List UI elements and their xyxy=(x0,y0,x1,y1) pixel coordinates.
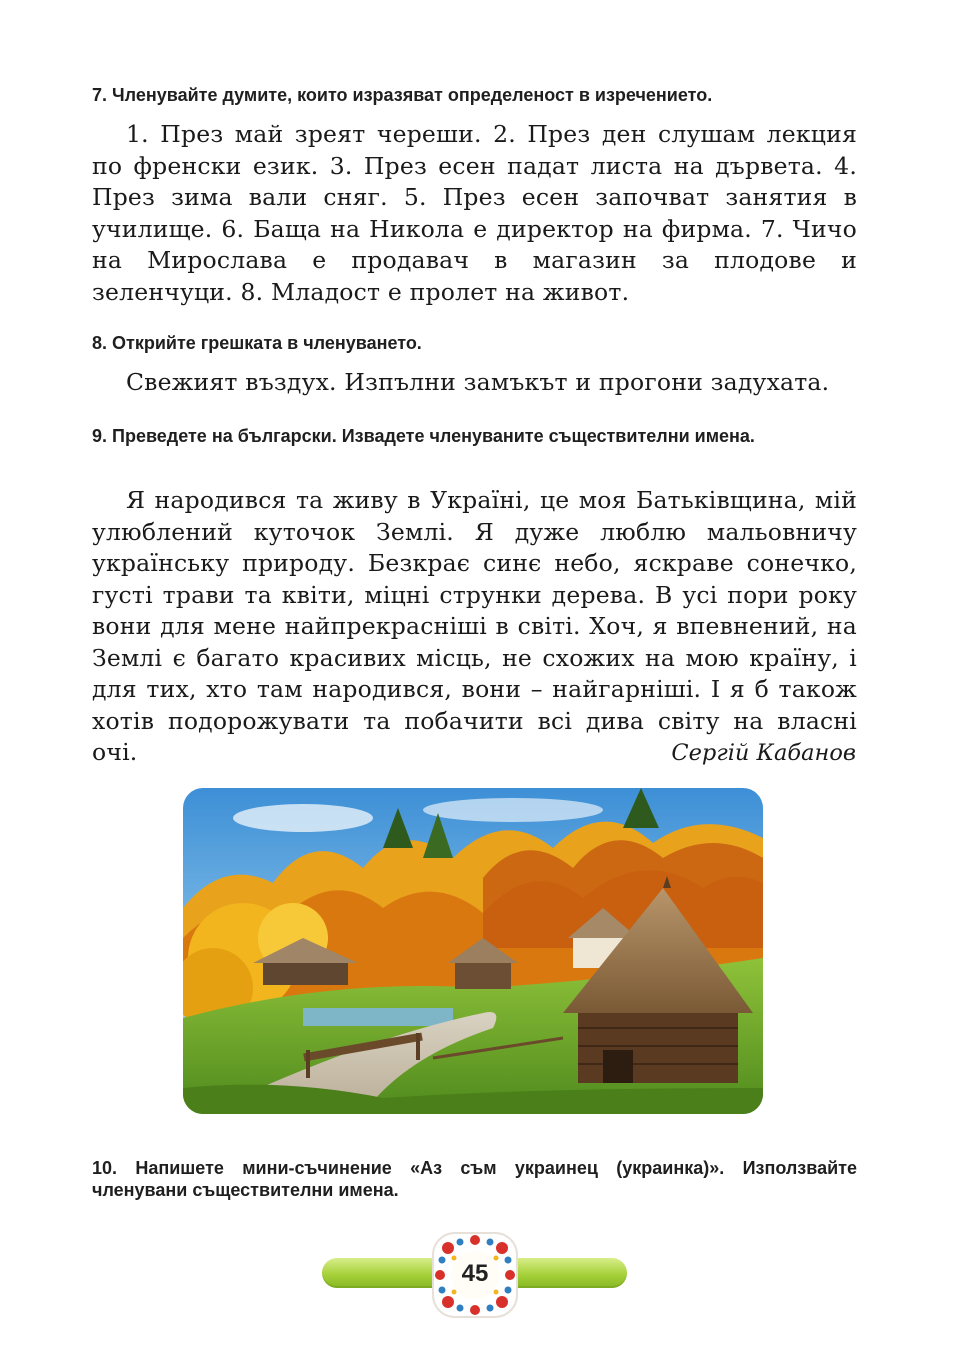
task-10-heading: 10. Напишете мини-съчинение «Аз съм украинец (украинка)». Използвайте членувани съществителни имена. xyxy=(92,1158,857,1200)
task-7-heading: 7. Членувайте думите, които изразяват определеност в изречението. xyxy=(92,85,713,105)
text-author: Сергій Кабанов xyxy=(671,740,856,766)
task-7-sentences: 1. През май зреят череши. 2. През ден слушам лекция по френски език. 3. През есен падат листа на дървета. 4. През зима вали сняг. 5. През есен започват занятия в училище. 6. Баща на Никола е директор на фирма. 7. Чичо на Мирослава е продавач в магазин за плодове и зеленчуци. 8. Младост е пролет на живот. xyxy=(92,120,857,306)
autumn-village-photo xyxy=(183,788,763,1114)
task-9-ukrainian-text: Я народився та живу в Україні, це моя Батьківщина, мій улюблений куточок Землі. Я дуже люблю мальовничу українську природу. Безкрає синє небо, яскраве сонечко, густі трави та квіти, міцні струнки дерева. В усі пори року вони для мене найпрекрасніші в світі. Хоч, я впевнений, на Землі є багато красивих місць, не схожих на мою країну, і для тих, хто там народився, вони – найгарніші. І я б також хотів подорожувати та побачити всі дива світу на власні очі. xyxy=(92,486,857,766)
page-number: 45 xyxy=(461,1260,489,1287)
task-9-heading: 9. Преведете на български. Извадете членуваните съществителни имена. xyxy=(92,426,755,446)
task-8-heading: 8. Открийте грешката в членуването. xyxy=(92,333,422,353)
task-8-sentences: Свежият въздух. Изпълни замъкът и прогони задухата. xyxy=(126,368,830,396)
